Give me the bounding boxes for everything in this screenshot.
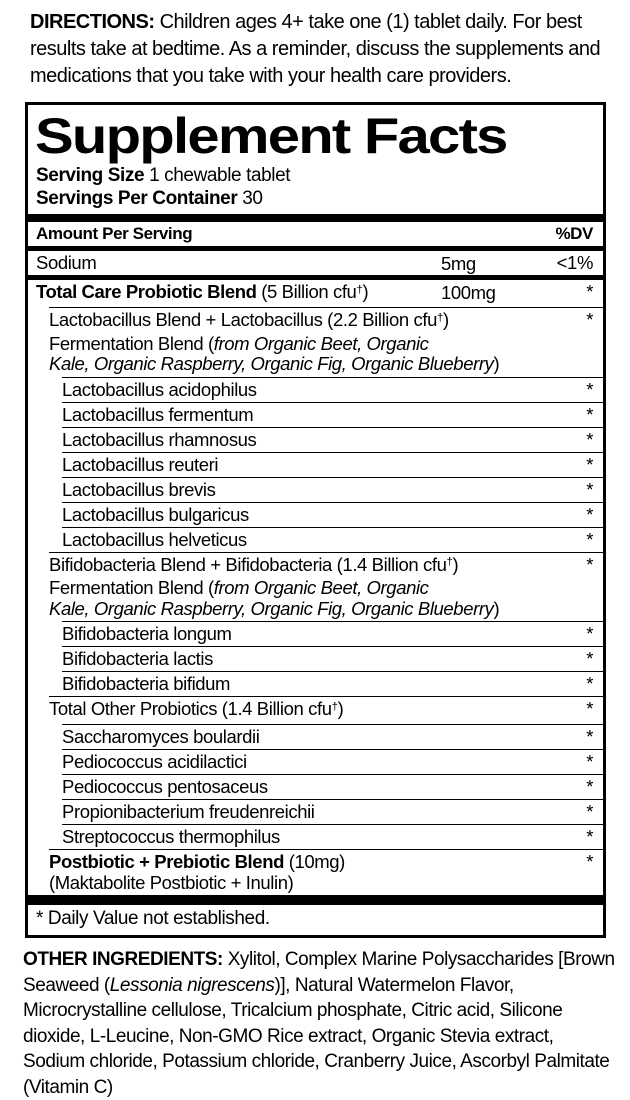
nutrient-row xyxy=(62,527,603,552)
dv-value: * xyxy=(586,378,593,400)
dv-value: * xyxy=(586,801,593,822)
dv-value: * xyxy=(586,751,593,772)
nutrient-name: Sodium xyxy=(36,252,97,273)
nutrient-rows xyxy=(28,246,603,895)
other-ingredients-text: OTHER INGREDIENTS: Xylitol, Complex Marine Polysaccharides [Brown Seaweed (Lessonia nigrescens)], Natural Watermelon Flavor, Microcrystalline cellulose, Tricalcium phosphate, Citric acid, Silicone dioxide, L-Leucine, Non-GMO Rice extract, Organic Stevia extract, Sodium chloride, Potassium chloride, Cranberry Juice, Ascorbyl Palmitate (Vitamin C) xyxy=(23,949,615,1098)
nutrient-row xyxy=(62,646,603,671)
dv-value: * xyxy=(586,478,593,500)
dv-value: * xyxy=(586,553,593,575)
nutrient-row xyxy=(49,307,603,377)
nutrient-row xyxy=(62,774,603,799)
nutrient-row xyxy=(62,452,603,477)
serving-size-label: Serving Size xyxy=(36,165,145,186)
serving-size-value: 1 chewable tablet xyxy=(149,165,291,186)
dv-value: * xyxy=(586,428,593,450)
nutrient-name: Propionibacterium freudenreichii xyxy=(62,801,315,822)
nutrient-name: Lactobacillus acidophilus xyxy=(62,378,257,400)
nutrient-row xyxy=(36,280,603,307)
dv-value: * xyxy=(586,453,593,475)
dv-value: * xyxy=(586,623,593,644)
nutrient-name: Lactobacillus rhamnosus xyxy=(62,428,257,450)
nutrient-name: Lactobacillus brevis xyxy=(62,478,216,500)
servings-per-container-value: 30 xyxy=(242,188,263,209)
nutrient-name: Lactobacillus fermentum xyxy=(62,403,254,425)
nutrient-name: Lactobacillus bulgaricus xyxy=(62,503,249,525)
dv-value: <1% xyxy=(556,252,593,273)
dv-value: * xyxy=(586,726,593,747)
dv-value: * xyxy=(586,528,593,550)
dv-value: * xyxy=(586,673,593,694)
nutrient-name: Bifidobacteria Blend + Bifidobacteria (1.4 Billion cfu†) Fermentation Blend (from Organic Beet, Organic Kale, Organic Raspberry, Organic Fig, Organic Blueberry) xyxy=(49,553,500,619)
nutrient-row xyxy=(62,377,603,402)
nutrient-name: Lactobacillus Blend + Lactobacillus (2.2 Billion cfu†) Fermentation Blend (from Organic Beet, Organic Kale, Organic Raspberry, Organic Fig, Organic Blueberry) xyxy=(49,309,500,374)
daily-value-footnote: * Daily Value not established. xyxy=(36,908,270,929)
nutrient-row xyxy=(62,427,603,452)
directions-text: DIRECTIONS: Children ages 4+ take one (1) tablet daily. For best results take at bedtime. As a reminder, discuss the supplements and medications that you take with your health care providers. xyxy=(30,11,601,87)
serving-size-row xyxy=(36,164,595,187)
nutrient-row xyxy=(62,671,603,696)
nutrient-row xyxy=(49,696,603,724)
nutrient-name: Streptococcus thermophilus xyxy=(62,826,280,847)
amount-per-serving-label: Amount Per Serving xyxy=(36,224,193,243)
nutrient-name: Saccharomyces boulardii xyxy=(62,726,260,747)
nutrient-name: Bifidobacteria lactis xyxy=(62,648,213,669)
serving-info xyxy=(28,162,603,214)
supplement-facts-panel xyxy=(25,102,606,938)
nutrient-row xyxy=(62,502,603,527)
amount-value: 5mg xyxy=(441,253,476,274)
nutrient-name: Lactobacillus reuteri xyxy=(62,453,219,475)
nutrient-row xyxy=(49,849,603,895)
panel-title: Supplement Facts xyxy=(34,108,507,164)
nutrient-row xyxy=(62,824,603,849)
nutrient-name: Bifidobacteria bifidum xyxy=(62,673,231,694)
nutrient-name: Postbiotic + Prebiotic Blend (10mg) (Maktabolite Postbiotic + Inulin) xyxy=(49,851,345,893)
servings-per-container-row xyxy=(36,187,595,210)
dv-value: * xyxy=(586,503,593,525)
nutrient-row xyxy=(62,799,603,824)
nutrient-name: Lactobacillus helveticus xyxy=(62,528,247,550)
nutrient-row xyxy=(62,749,603,774)
nutrient-row xyxy=(62,477,603,502)
dv-value: * xyxy=(586,403,593,425)
nutrient-row xyxy=(62,402,603,427)
dv-value: * xyxy=(586,648,593,669)
nutrient-row xyxy=(36,251,603,275)
nutrient-name: Total Other Probiotics (1.4 Billion cfu†) xyxy=(49,698,344,719)
nutrient-name: Pediococcus pentosaceus xyxy=(62,776,268,797)
dv-value: * xyxy=(586,698,593,719)
nutrient-row xyxy=(62,724,603,749)
nutrient-row xyxy=(62,621,603,646)
dv-value: * xyxy=(586,851,593,872)
amount-value: 100mg xyxy=(441,282,496,303)
dv-value: * xyxy=(586,826,593,847)
separator-bar-thick xyxy=(28,214,603,222)
servings-per-container-label: Servings Per Container xyxy=(36,188,238,209)
dv-value: * xyxy=(586,309,593,330)
amount-per-serving-header xyxy=(28,222,603,246)
supplement-label-page xyxy=(0,9,630,1100)
percent-dv-label: %DV xyxy=(555,224,593,243)
nutrient-name: Total Care Probiotic Blend (5 Billion cfu†) xyxy=(36,281,369,302)
dv-value: * xyxy=(586,776,593,797)
nutrient-name: Bifidobacteria longum xyxy=(62,623,232,644)
separator-bar-bottom xyxy=(28,895,603,905)
nutrient-name: Pediococcus acidilactici xyxy=(62,751,247,772)
nutrient-row xyxy=(49,552,603,622)
dv-value: * xyxy=(586,281,593,302)
